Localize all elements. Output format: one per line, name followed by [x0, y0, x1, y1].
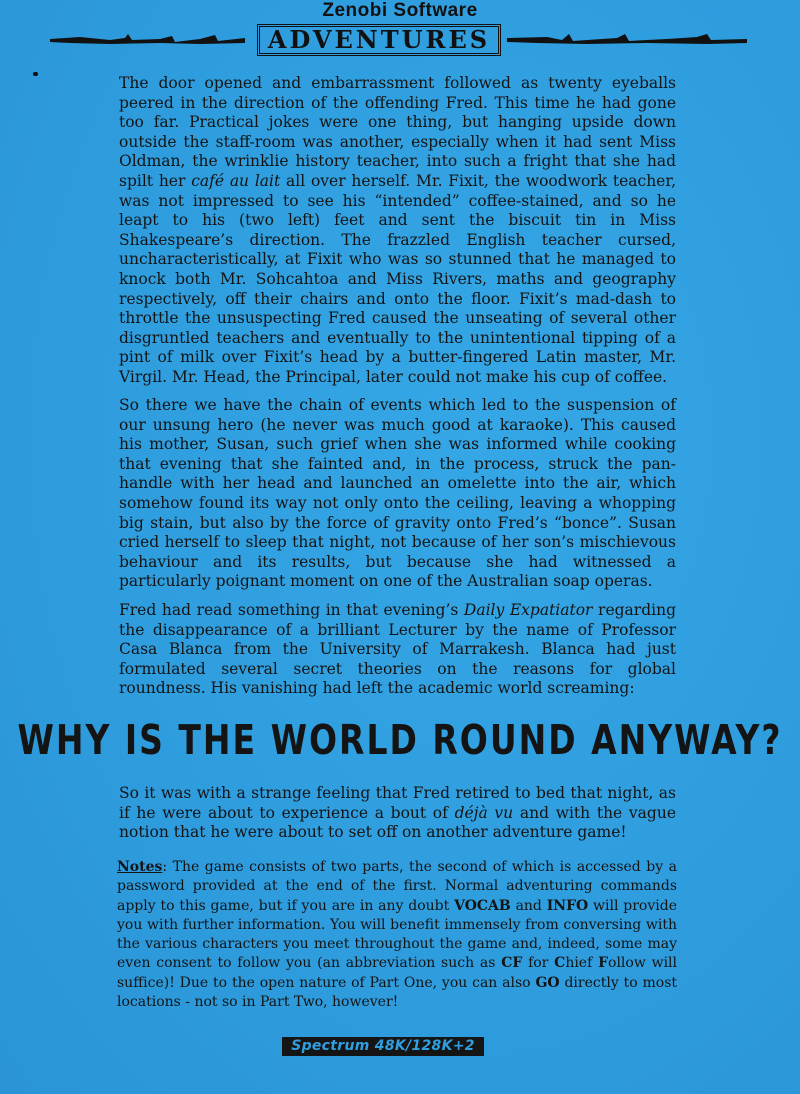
text-run: GO [535, 974, 560, 991]
ink-speck [33, 72, 38, 76]
story-paragraph-2 [119, 396, 676, 592]
text-run: C [554, 955, 566, 972]
header [0, 0, 800, 62]
story-paragraph-4 [119, 784, 676, 843]
text-run: The door opened and embarrassment followed as twenty eyeballs peered in the direction of the offending Fred. This time he had gone too far. Practical jokes were one thing, but hanging upside down outside the staff-room was another, especially when it had sent Miss Oldman, the wrinklie history teacher, into such a fright that she had spilt her [119, 74, 676, 190]
text-run: hief [565, 955, 599, 972]
text-run: INFO [546, 897, 589, 914]
text-run: Fred had read something in that evening’s [119, 601, 464, 619]
text-run: So there we have the chain of events which led to the suspension of our unsung hero (he never was much good at karaoke). This caused his mother, Susan, such grief when she was informed while cooking that evening that she fainted and, in the process, struck the pan-handle with her head and launched an omelette into the air, which somehow found its way not only onto the ceiling, leaving a whopping big stain, but also by the force of gravity onto Fred’s “bonce”. Susan cried herself to sleep that night, not because of her son’s mischievous behaviour and its results, but because she had witnessed a particularly poignant moment on one of the Australian soap operas. [119, 396, 676, 591]
text-run: Daily Expatiator [463, 601, 593, 619]
text-run: ollow will suffice)! Due to the open nature of Part One, you can also [117, 955, 678, 991]
text-run: directly to most locations - not so in Part Two, however! [117, 974, 677, 1011]
text-run: café au lait [191, 171, 281, 190]
text-run: for [522, 955, 555, 972]
text-run: will provide you with further information. You will benefit immensely from conversing with the various characters you meet throughout the game and, indeed, some may even consent to follow you (an abbreviation such as [117, 897, 677, 972]
adventures-logo: ADVENTURES [257, 24, 501, 56]
story-paragraph-1 [119, 74, 676, 388]
platform-badge: Spectrum 48K/128K+2 [282, 1037, 484, 1056]
adventures-banner [0, 22, 800, 58]
story-paragraph-3 [119, 601, 676, 699]
text-run: regarding the disappearance of a brilliant Lecturer by the name of Professor Casa Blanca from the University of Marrakesh. Blanca had just formulated several secret theories on the reasons for global roundness. His vanishing had left the academic world screaming: [119, 601, 676, 698]
text-run: So it was with a strange feeling that Fred retired to bed that night, as if he were about to experience a bout of [119, 784, 676, 822]
text-run: and [510, 897, 547, 914]
text-run: all over herself. Mr. Fixit, the woodwork teacher, was not impressed to see his “intended” coffee-stained, and so he leapt to his (two left) feet and sent the biscuit tin in Miss Shakespeare’s direction. The frazzled English teacher cursed, uncharacteristically, at Fixit who was so stunned that he managed to knock both Mr. Sohcahtoa and Miss Rivers, maths and geography respectively, off their chairs and onto the floor. Fixit’s mad-dash to throttle the unsuspecting Fred caused the unseating of several other disgruntled teachers and eventually to the unintentional tipping of a pint of milk over Fixit’s head by a butter-fingered Latin master, Mr. Virgil. Mr. Head, the Principal, later could not make his cup of coffee. [119, 171, 676, 386]
headline: WHY IS THE WORLD ROUND ANYWAY? [17, 715, 783, 764]
brush-stroke-right-icon [507, 34, 747, 46]
company-name: Zenobi Software [322, 0, 478, 21]
brush-stroke-left-icon [50, 34, 245, 46]
text-run: CF [501, 955, 523, 972]
notes-label: Notes [117, 859, 163, 875]
text-run: déjà vu [454, 803, 514, 822]
text-run: : The game consists of two parts, the second of which is accessed by a password provided at the end of the first. Normal adventuring commands apply to this game, but if you are in any doubt [117, 859, 677, 914]
text-run: F [598, 955, 609, 972]
game-notes [117, 858, 677, 1012]
text-run: and with the vague notion that he were about to set off on another adventure game! [119, 803, 677, 842]
text-run: VOCAB [454, 897, 511, 914]
